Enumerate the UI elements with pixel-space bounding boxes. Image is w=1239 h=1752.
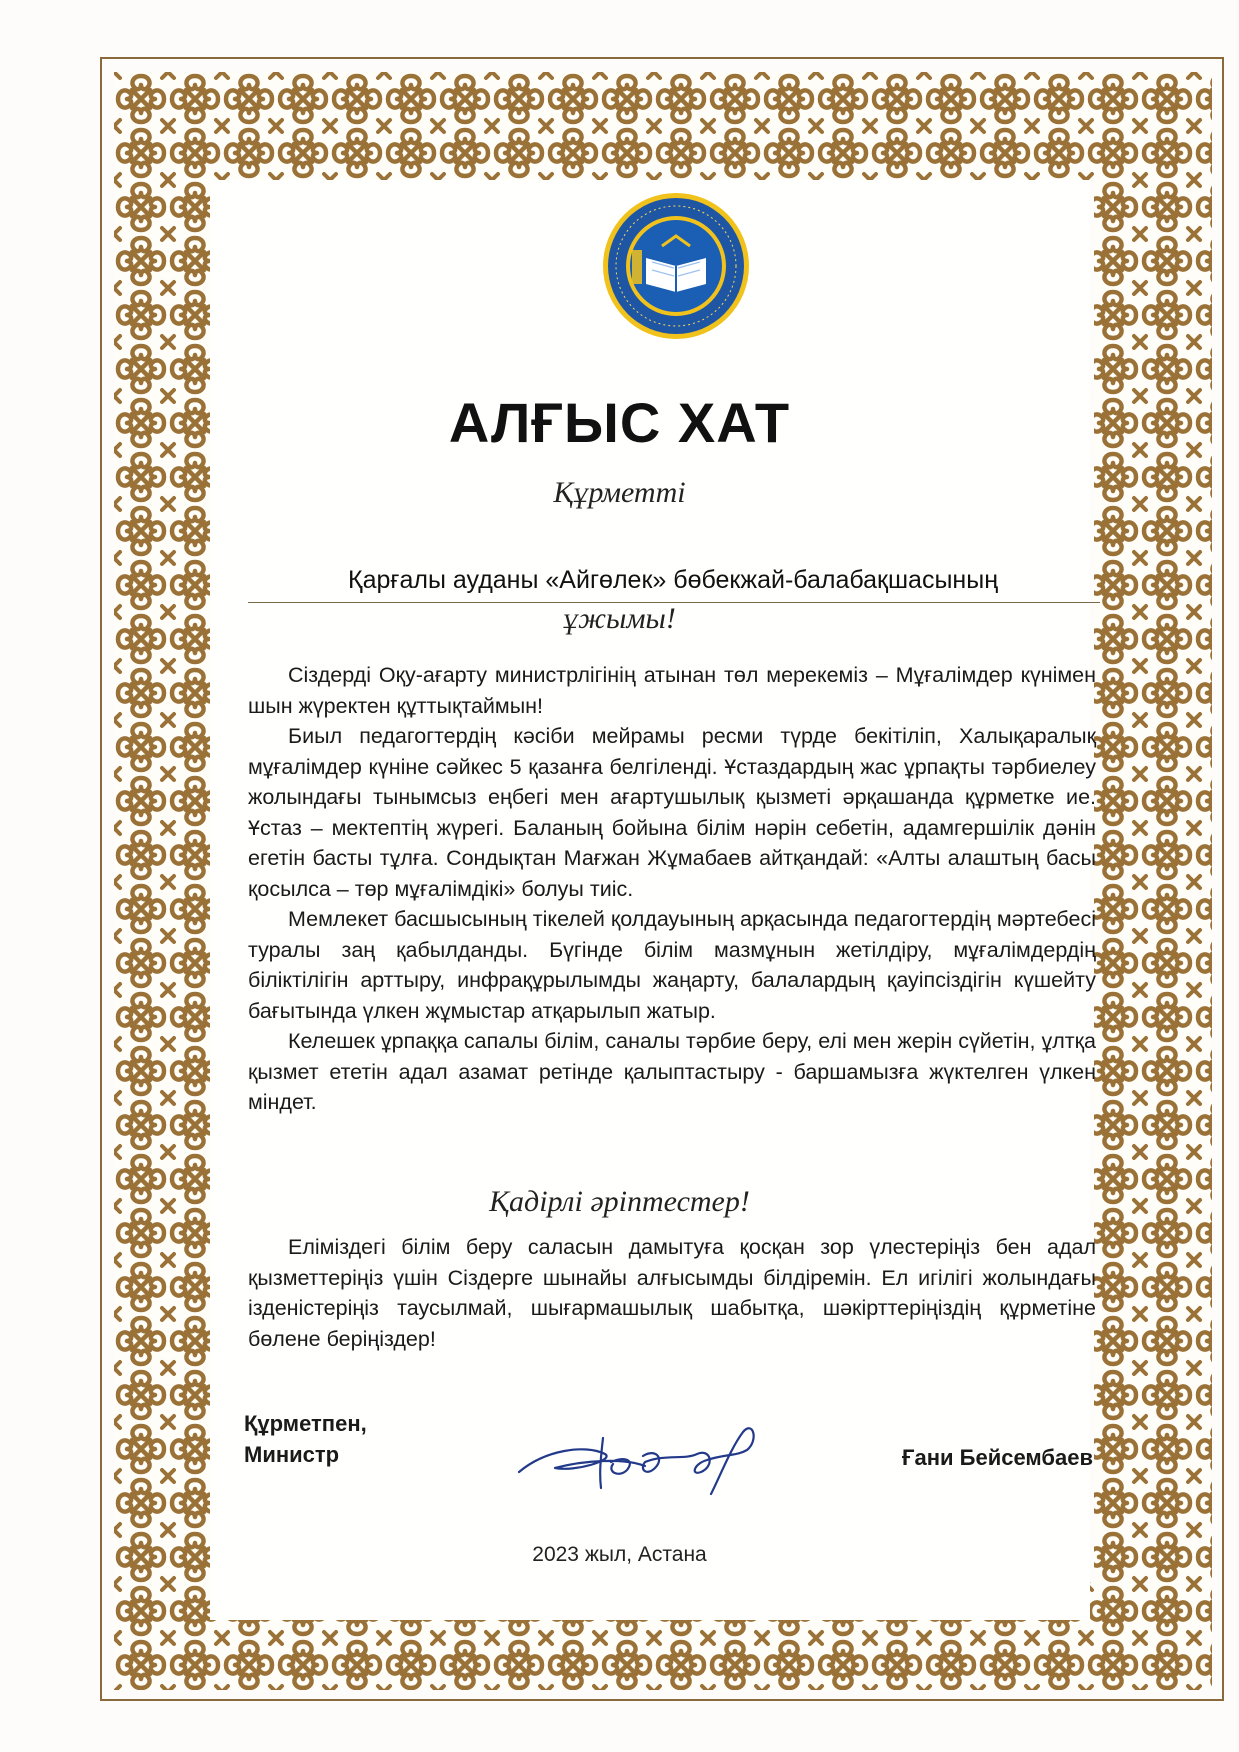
recipient-line: Қарғалы ауданы «Айгөлек» бөбекжай-балабақшасының — [348, 566, 998, 594]
handwritten-signature — [515, 1410, 777, 1498]
colleagues-greeting: Қадірлі әріптестер! — [489, 1185, 750, 1218]
body-paragraph: Келешек ұрпаққа сапалы білім, саналы тәрбие беру, елі мен жерін сүйетін, ұлтқа қызмет ететін адал азамат ретінде қалыптастыру - баршамызға жүктелген үлкен міндет. — [248, 1029, 1096, 1114]
salutation: Құрметті — [553, 476, 686, 509]
body-paragraph: Биыл педагогтердің кәсіби мейрамы ресми түрде бекітіліп, Халықаралық мұғалімдер күніне сәйкес 5 қазанға белгіленді. Ұстаздардың жас ұрпақты тәрбиелеу жолындағы тынымсыз еңбегі мен ағартушылық қызметі әрқашанда құрметке ие. Ұстаз – мектептің жүрегі. Баланың бойына білім нәрін себетін, адамгершілік дәнін егетін басты тұлға. Сондықтан Мағжан Жұмабаев айтқандай: «Алты алаштың басы қосылса – төр мұғалімдікі» болуы тиіс. — [248, 724, 1096, 901]
ministry-of-education-emblem-icon — [602, 192, 750, 340]
body-paragraph: Мемлекет басшысының тікелей қолдауының арқасында педагогтердің мәртебесі туралы заң қабылданды. Бүгінде білім мазмұнын жетілдіру, мұғалімдердің біліктілігін арттыру, инфрақұрылымды жаңарту, балалардың қауіпсіздігін күшейту бағытында үлкен жұмыстар атқарылып жатыр. — [248, 907, 1096, 1023]
document-title: АЛҒЫС ХАТ — [448, 391, 791, 454]
closing-paragraph: Еліміздегі білім беру саласын дамытуға қосқан зор үлестеріңіз бен адал қызметтеріңіз үшін Сіздерге шынайы алғысымды білдіремін. Ел игілігі жолындағы ізденістеріңіз таусылмай, шығармашылық шабытқа, шәкірттеріңіздің құрметіне бөлене беріңіздер! — [248, 1235, 1096, 1351]
signature-block — [244, 1408, 367, 1470]
letter-body — [248, 660, 1096, 1118]
date-place: 2023 жыл, Астана — [532, 1543, 707, 1566]
signer-name: Ғани Бейсембаев — [902, 1445, 1093, 1470]
signer-position: Министр — [244, 1442, 340, 1467]
recipient-team: ұжымы! — [563, 602, 676, 635]
regards-text: Құрметпен, — [244, 1411, 367, 1436]
closing-body — [248, 1232, 1096, 1354]
body-paragraph: Сіздерді Оқу-ағарту министрлігінің атынан төл мерекеміз – Мұғалімдер күнімен шын жүректен құттықтаймын! — [248, 663, 1096, 718]
